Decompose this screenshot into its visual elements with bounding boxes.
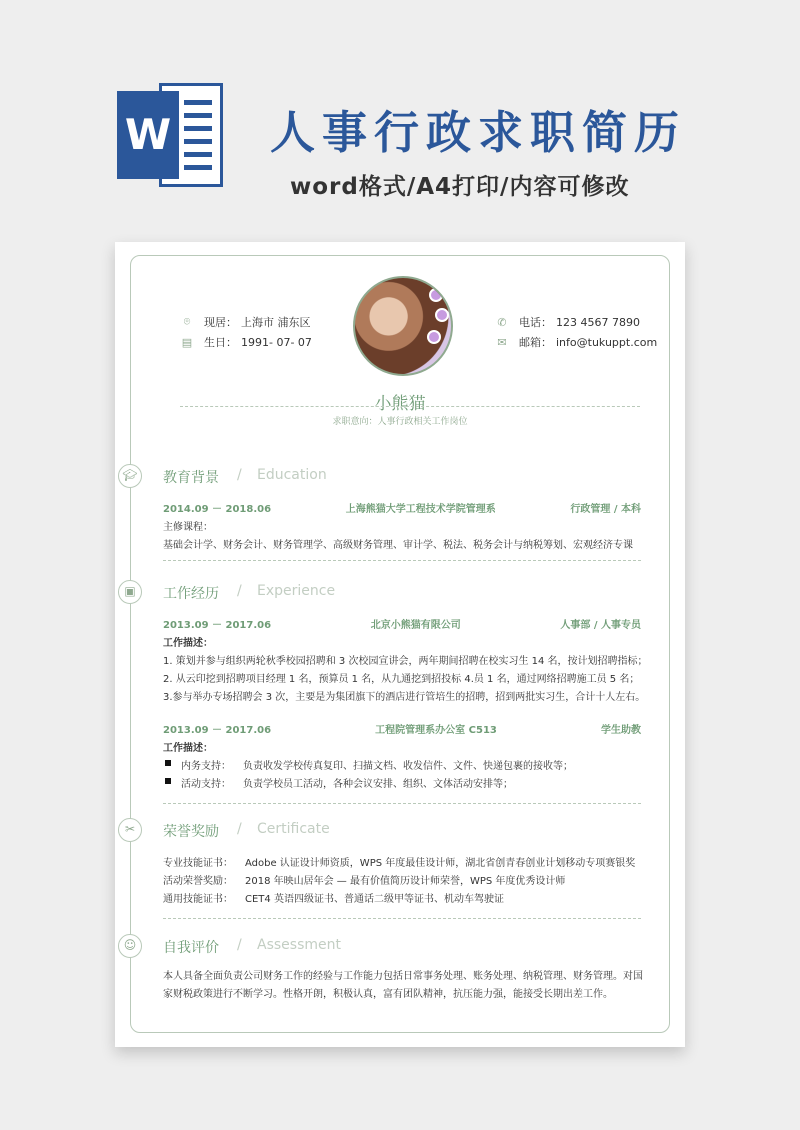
- calendar-icon: ▤: [181, 335, 193, 349]
- email-label: 邮箱：: [519, 336, 552, 349]
- location-label: 现居：: [204, 316, 237, 329]
- resume-page: [115, 242, 685, 1047]
- graduation-cap-icon: 🎓︎: [118, 464, 142, 488]
- divider: [163, 560, 641, 561]
- job1-role: 人事部 / 人事专员: [560, 620, 641, 631]
- section-slash: /: [237, 937, 242, 953]
- courses-label: 主修课程：: [163, 522, 213, 533]
- certificate-item: 专业技能证书： Adobe 认证设计师资质，WPS 年度最佳设计师，湖北省创青春创业计划移动专项赛银奖: [163, 858, 636, 869]
- job1-row: [163, 616, 641, 631]
- section-title-en-certificate: Certificate: [257, 821, 330, 837]
- divider: [163, 803, 641, 804]
- section-title-education: 教育背景: [163, 470, 219, 486]
- briefcase-icon: ▣: [118, 580, 142, 604]
- job2-role: 学生助教: [601, 725, 641, 736]
- person-icon: ☺: [118, 934, 142, 958]
- divider: [163, 918, 641, 919]
- word-icon: [117, 83, 225, 187]
- candidate-name: 小熊猫: [374, 394, 426, 414]
- phone-value: 123 4567 7890: [556, 315, 640, 329]
- job2-row: [163, 721, 641, 736]
- location-value: 上海市 浦东区: [241, 316, 311, 329]
- job2-desc-label: 工作描述：: [163, 743, 213, 754]
- flower-decor: [427, 330, 441, 344]
- job1-line: 1. 策划并参与组织两轮秋季校园招聘和 3 次校园宣讲会，两年期间招聘在校实习生 14 名，按计划招聘指标；: [163, 656, 648, 667]
- job2-company: 工程院管理系办公室 C513: [375, 725, 497, 736]
- phone-icon: ✆: [497, 315, 507, 329]
- tools-icon: ✂: [118, 818, 142, 842]
- section-slash: /: [237, 583, 242, 599]
- section-title-experience: 工作经历: [163, 586, 219, 602]
- courses-text: 基础会计学、财务会计、财务管理学、高级财务管理、审计学、税法、税务会计与纳税筹划、宏观经济专课: [163, 540, 633, 551]
- section-title-en-education: Education: [257, 467, 327, 483]
- assessment-text: 本人具备全面负责公司财务工作的经验与工作能力包括日常事务处理、账务处理、纳税管理、财务管理。对国家财税政策进行不断学习。性格开朗，积极认真，富有团队精神，抗压能力强，能接受长期出差工作。: [163, 971, 643, 1000]
- flower-decor: [429, 288, 443, 302]
- job2-period: 2013.09 － 2017.06: [163, 725, 272, 736]
- section-title-certificate: 荣誉奖励: [163, 824, 219, 840]
- divider: [180, 406, 640, 407]
- job-objective: 求职意向：人事行政相关工作岗位: [332, 417, 468, 427]
- phone-label: 电话：: [519, 316, 552, 329]
- promo-subtitle: word格式/A4打印/内容可修改: [290, 174, 630, 200]
- word-badge-letter: W: [117, 91, 179, 179]
- section-title-en-experience: Experience: [257, 583, 336, 599]
- job1-period: 2013.09 － 2017.06: [163, 620, 272, 631]
- flower-decor: [435, 308, 449, 322]
- email-value[interactable]: info@tukuppt.com: [556, 335, 658, 349]
- education-row: [163, 500, 641, 515]
- birth-value: 1991- 07- 07: [241, 335, 312, 349]
- birth-row: [180, 334, 312, 350]
- email-row: [495, 334, 657, 350]
- section-title-assessment: 自我评价: [163, 940, 219, 956]
- phone-row: [495, 314, 640, 330]
- job2-bullet: 活动支持： 负责学校员工活动，各种会议安排、组织、文体活动安排等；: [163, 775, 513, 790]
- location-icon: ⌾: [183, 315, 191, 328]
- promo-title: 人事行政求职简历: [270, 106, 687, 159]
- education-school: 上海熊猫大学工程技术学院管理系: [345, 504, 496, 515]
- mail-icon: ✉: [497, 335, 507, 349]
- job1-company: 北京小熊猫有限公司: [370, 620, 461, 631]
- education-major: 行政管理 / 本科: [570, 504, 641, 515]
- section-slash: /: [237, 467, 242, 483]
- location-row: [180, 314, 311, 330]
- job1-line: 2. 从云印挖到招聘项目经理 1 名，预算员 1 名，从九通挖到招投标 4.员 1 名，通过网络招聘施工员 5 名；: [163, 674, 640, 685]
- education-period: 2014.09 － 2018.06: [163, 504, 272, 515]
- job1-line: 3.参与举办专场招聘会 3 次，主要是为集团旗下的酒店进行管培生的招聘，招到两批实习生，合计十人左右。: [163, 692, 646, 703]
- section-slash: /: [237, 821, 242, 837]
- birth-label: 生日：: [204, 336, 237, 349]
- job1-desc-label: 工作描述：: [163, 638, 213, 649]
- certificate-item: 活动荣誉奖励： 2018 年映山居年会 — 最有价值简历设计师荣誉，WPS 年度优秀设计师: [163, 876, 566, 887]
- job2-bullet: 内务支持： 负责收发学校传真复印、扫描文档、收发信件、文件、快递包裹的接收等；: [163, 757, 573, 772]
- certificate-item: 通用技能证书： CET4 英语四级证书、普通话二级甲等证书、机动车驾驶证: [163, 894, 504, 905]
- section-title-en-assessment: Assessment: [257, 937, 341, 953]
- avatar: [353, 276, 453, 376]
